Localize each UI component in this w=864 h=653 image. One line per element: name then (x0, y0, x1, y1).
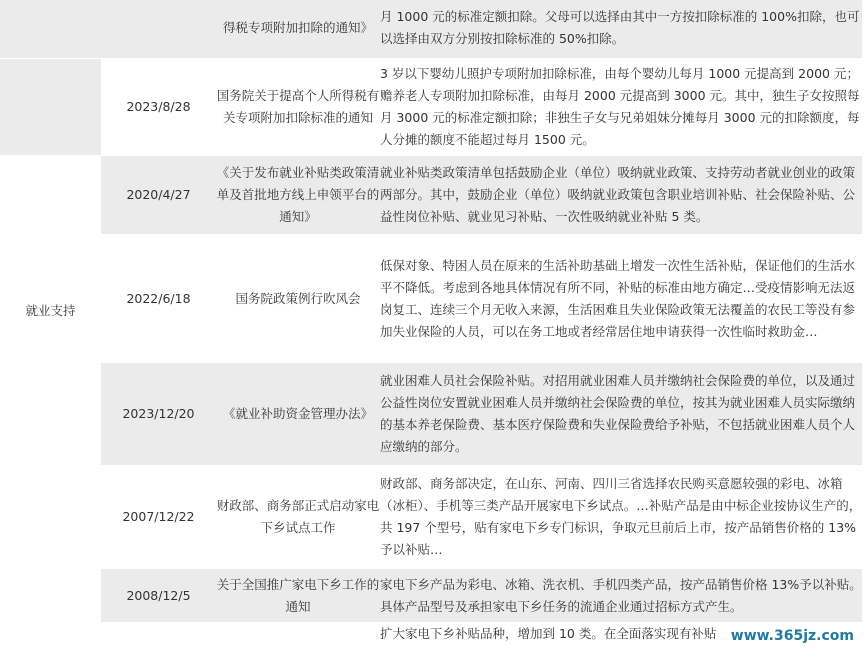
table-row (0, 0, 862, 59)
desc-cell: 财政部、商务部决定，在山东、河南、四川三省选择农民购买意愿较强的彩电、冰箱（冰柜）、手机等三类产品开展家电下乡试点。…补贴产品是由中标企业按协议生产的，共 197 个型号，贴有家电下乡专门标识，争取元旦前后上市，按产品销售价格的 13%予以补贴… (380, 466, 862, 569)
site-watermark: www.365jz.com (730, 628, 854, 644)
title-cell: 关于全国推广家电下乡工作的通知 (216, 569, 380, 623)
table-row (0, 569, 862, 623)
title-cell: 《关于发布就业补贴类政策清单及首批地方线上申领平台的通知》 (216, 156, 380, 235)
table-row (0, 363, 862, 466)
date-cell (101, 623, 216, 653)
category-cell (0, 466, 101, 653)
title-cell (216, 623, 380, 653)
title-cell: 国务院政策例行吹风会 (216, 235, 380, 363)
desc-cell: 家电下乡产品为彩电、冰箱、洗衣机、手机四类产品，按产品销售价格 13%予以补贴。具体产品型号及承担家电下乡任务的流通企业通过招标方式产生。 (380, 569, 862, 623)
date-cell: 2023/12/20 (101, 363, 216, 466)
date-cell: 2007/12/22 (101, 466, 216, 569)
desc-cell: 就业补贴类政策清单包括鼓励企业（单位）吸纳就业政策、支持劳动者就业创业的政策两部分。其中，鼓励企业（单位）吸纳就业政策包含职业培训补贴、社会保险补贴、公益性岗位补贴、就业见习补贴、一次性吸纳就业补贴 5 类。 (380, 156, 862, 235)
date-cell: 2022/6/18 (101, 235, 216, 363)
table-row (0, 466, 862, 569)
date-cell: 2020/4/27 (101, 156, 216, 235)
category-cell (0, 59, 101, 156)
category-cell: 就业支持 (0, 156, 101, 466)
table-row (0, 235, 862, 363)
desc-cell: 3 岁以下婴幼儿照护专项附加扣除标准，由每个婴幼儿每月 1000 元提高到 2000 元；赡养老人专项附加扣除标准，由每月 2000 元提高到 3000 元。其中，独生子女按照每月 3000 元的标准定额扣除；非独生子女与兄弟姐妹分摊每月 3000 元的扣除额度，每人分摊的额度不能超过每月 1500 元。 (380, 59, 862, 156)
date-cell (101, 0, 216, 59)
desc-cell: 低保对象、特困人员在原来的生活补助基础上增发一次性生活补贴，保证他们的生活水平不降低。考虑到各地具体情况有所不同，补贴的标准由地方确定…受疫情影响无法返岗复工、连续三个月无收入来源，生活困难且失业保险政策无法覆盖的农民工等没有参加失业保险的人员，可以在务工地或者经常居住地申请获得一次性临时救助金… (380, 235, 862, 363)
table-row (0, 59, 862, 156)
title-cell: 财政部、商务部正式启动家电下乡试点工作 (216, 466, 380, 569)
desc-cell: 就业困难人员社会保险补贴。对招用就业困难人员并缴纳社会保险费的单位，以及通过公益性岗位安置就业困难人员并缴纳社会保险费的单位，按其为就业困难人员实际缴纳的基本养老保险费、基本医疗保险费和失业保险费给予补贴，不包括就业困难人员个人应缴纳的部分。 (380, 363, 862, 466)
desc-cell: 月 1000 元的标准定额扣除。父母可以选择由其中一方按扣除标准的 100%扣除，也可以选择由双方分别按扣除标准的 50%扣除。 (380, 0, 862, 59)
title-cell: 国务院关于提高个人所得税有关专项附加扣除标准的通知 (216, 59, 380, 156)
desc-cell: 扩大家电下乡补贴品种，增加到 10 类。在全面落实现有补贴 (380, 623, 862, 653)
date-cell: 2008/12/5 (101, 569, 216, 623)
category-cell (0, 0, 101, 59)
title-cell: 《就业补助资金管理办法》 (216, 363, 380, 466)
title-cell: 得税专项附加扣除的通知》 (216, 0, 380, 59)
table-row (0, 156, 862, 235)
date-cell: 2023/8/28 (101, 59, 216, 156)
